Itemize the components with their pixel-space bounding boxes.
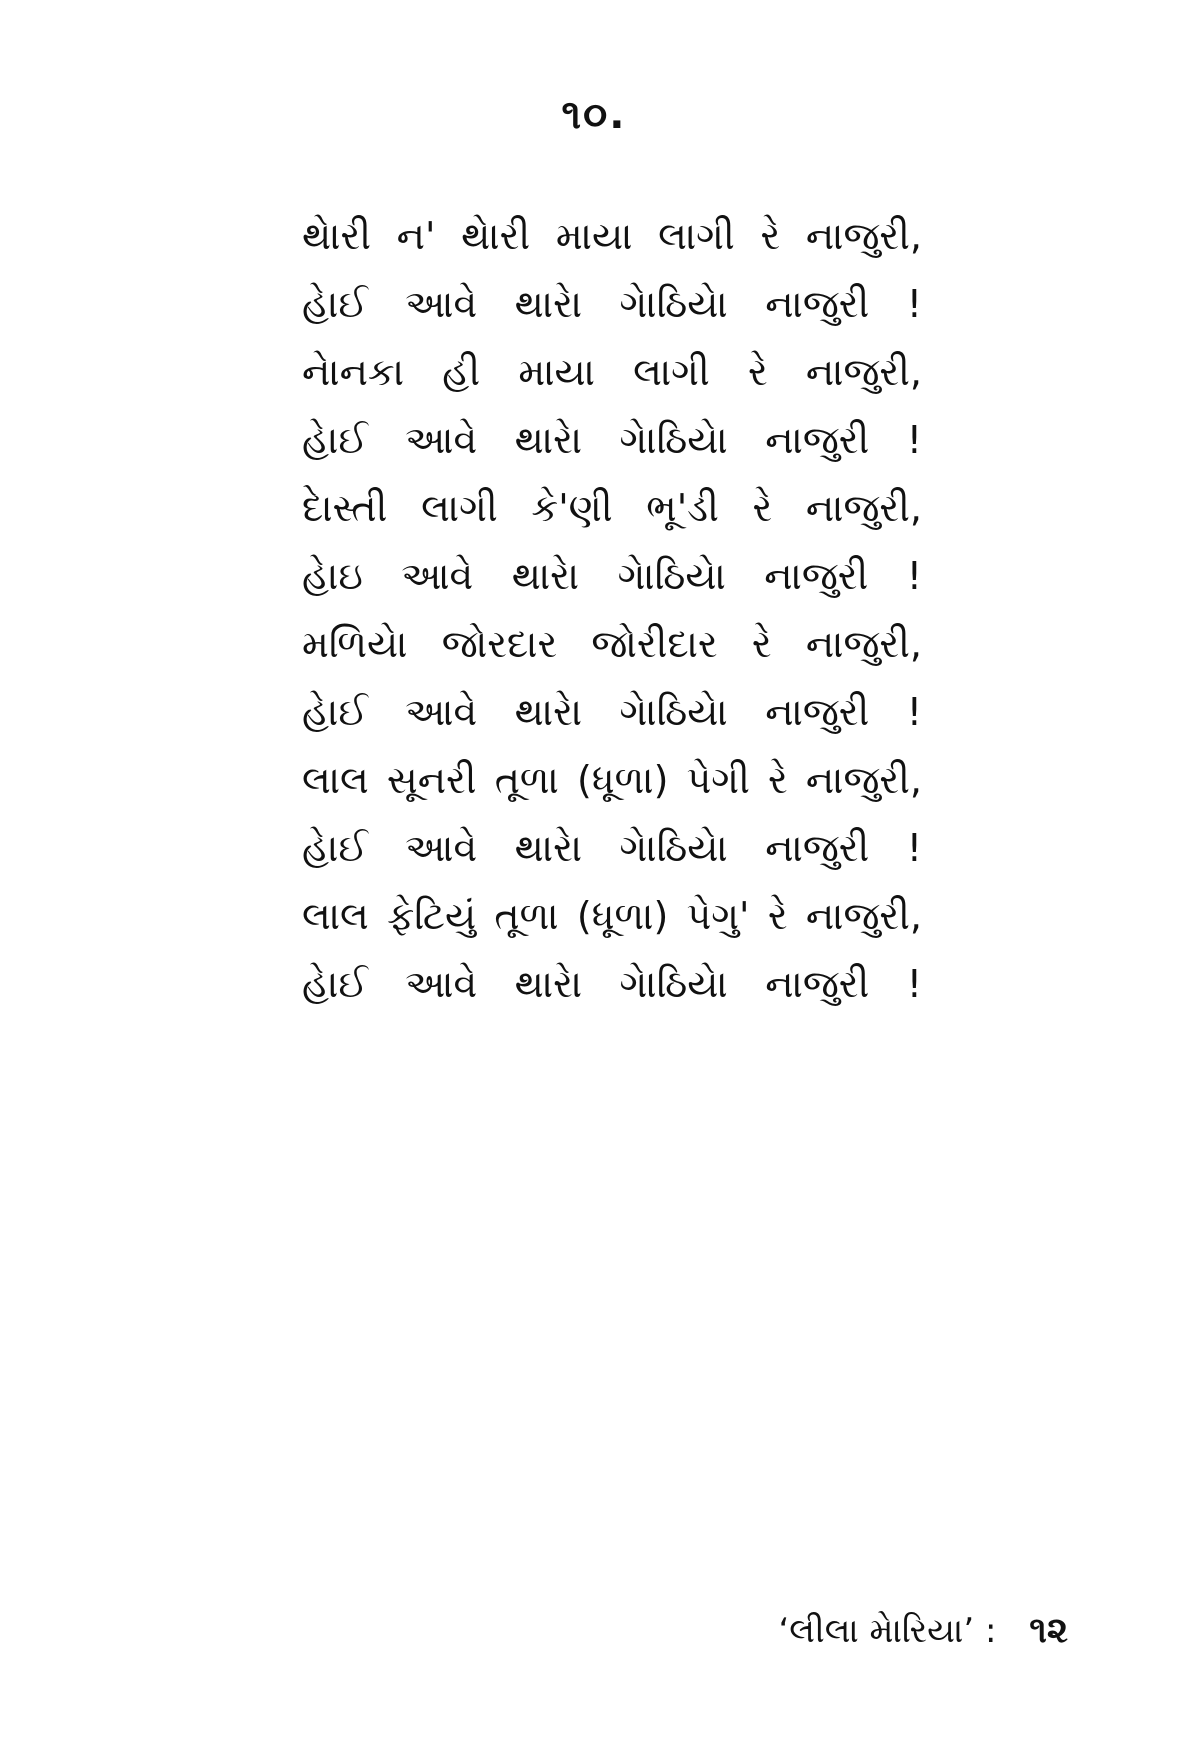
verse-line: થેારી ન' થેારી માયા લાગી રે નાજુરી, xyxy=(302,214,922,258)
verse-line: મળિયેા જોરદાર જોરીદાર રે નાજુરી, xyxy=(302,622,922,666)
verse-block xyxy=(302,202,922,1018)
verse-line: નેાનકા હી માયા લાગી રે નાજુરી, xyxy=(302,350,922,394)
verse-line: હેાઈ આવે થારેા ગેાઠિયેા નાજુરી ! xyxy=(302,282,922,326)
verse-line: લાલ સૂનરી તૂળા (ધૂળા) પેગી રે નાજુરી, xyxy=(302,758,922,802)
page-number: ૧૦. xyxy=(561,92,627,138)
footer xyxy=(778,1610,1068,1652)
verse-line: દેાસ્તી લાગી કે'ણી ભૂ'ડી રે નાજુરી, xyxy=(302,486,922,530)
verse-line: હેાઈ આવે થારેા ગેાઠિયેા નાજુરી ! xyxy=(302,826,922,870)
verse-line: હેાઈ આવે થારેા ગેાઠિયેા નાજુરી ! xyxy=(302,962,922,1006)
verse-line: હેાઈ આવે થારેા ગેાઠિયેા નાજુરી ! xyxy=(302,690,922,734)
verse-line: હેાઈ આવે થારેા ગેાઠિયેા નાજુરી ! xyxy=(302,418,922,462)
verse-line: લાલ ફેટિયું તૂળા (ધૂળા) પેગુ' રે નાજુરી, xyxy=(302,894,922,938)
footer-source: ‘લીલા મેારિયા’ : xyxy=(778,1611,997,1651)
verse-line: હેાઇ આવે થારેા ગેાઠિયેા નાજુરી ! xyxy=(302,554,922,598)
footer-page-number: ૧૨ xyxy=(1029,1610,1068,1651)
